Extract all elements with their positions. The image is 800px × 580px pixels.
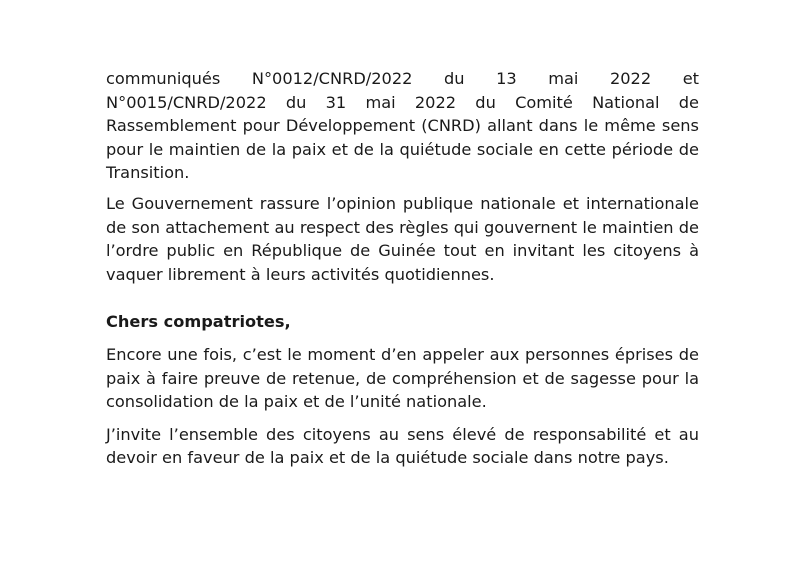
paragraph-gouvernement: Le Gouvernement rassure l’opinion publique nationale et internationale de son attachement au respect des règles qui gouvernent le maintien de l’ordre public en République de Guinée tout en invitant les citoyens à vaquer librement à leurs activités quotidiennes. <box>106 193 699 284</box>
paragraph-invitation: J’invite l’ensemble des citoyens au sens élevé de responsabilité et au devoir en faveur de la paix et de la quiétude sociale dans notre pays. <box>106 424 699 468</box>
paragraph-communiques: communiqués N°0012/CNRD/2022 du 13 mai 2022 et N°0015/CNRD/2022 du 31 mai 2022 du Comité National de Rassemblement pour Développement (CNRD) allant dans le même sens pour le maintien de la paix et de la quiétude sociale en cette période de Transition. <box>106 69 699 183</box>
section-heading: Chers compatriotes, <box>106 312 291 332</box>
paragraph-appel: Encore une fois, c’est le moment d’en appeler aux personnes éprises de paix à faire preuve de retenue, de compréhension et de sagesse pour la consolidation de la paix et de l’unité nationale. <box>106 344 699 412</box>
document-body <box>106 67 699 470</box>
